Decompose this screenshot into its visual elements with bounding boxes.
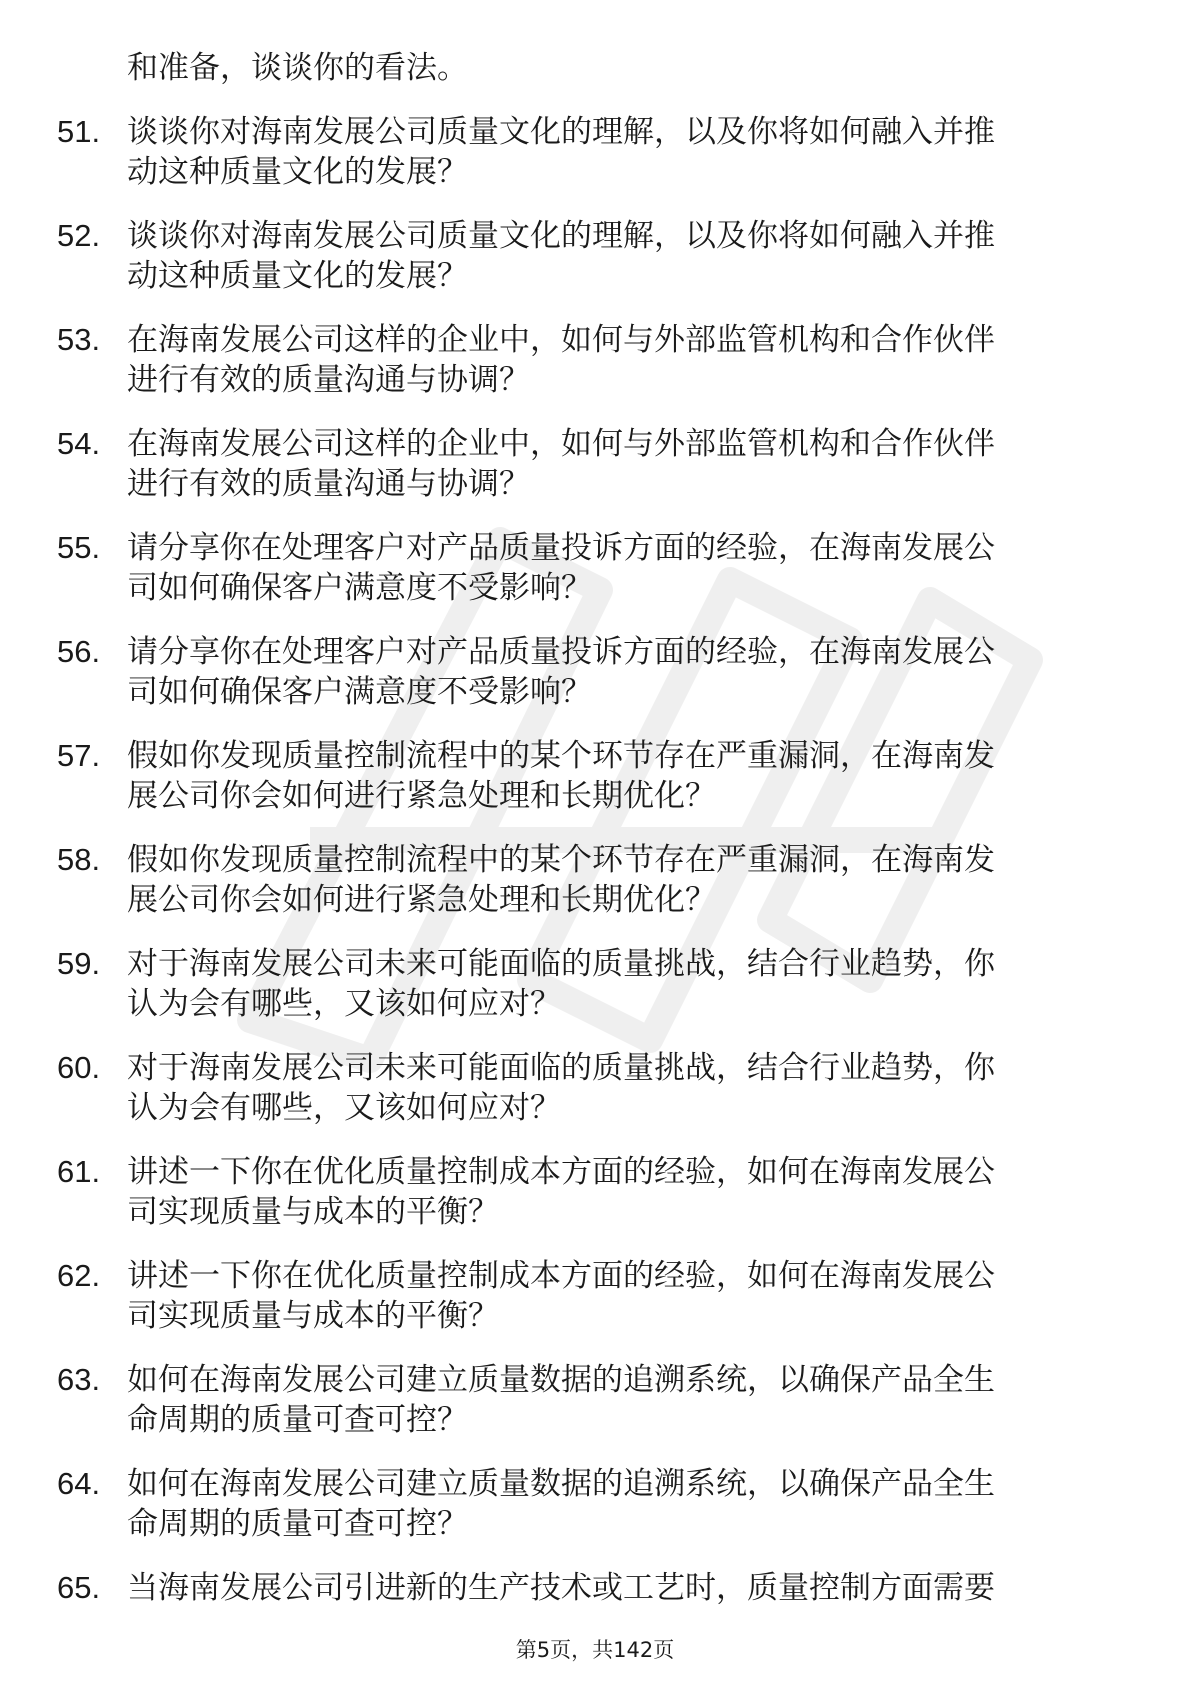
question-line-1: 假如你发现质量控制流程中的某个环节存在严重漏洞，在海南发 <box>127 738 995 774</box>
question-line-2: 动这种质量文化的发展？ <box>127 258 468 294</box>
question-line-1: 在海南发展公司这样的企业中，如何与外部监管机构和合作伙伴 <box>127 426 995 462</box>
question-item <box>0 216 1190 320</box>
question-line-1: 讲述一下你在优化质量控制成本方面的经验，如何在海南发展公 <box>127 1258 995 1294</box>
question-line-2: 认为会有哪些，又该如何应对？ <box>127 1090 561 1126</box>
question-line-2: 司实现质量与成本的平衡？ <box>127 1194 499 1230</box>
question-number: 54. <box>57 426 101 461</box>
question-number: 60. <box>57 1050 101 1085</box>
question-line-1: 对于海南发展公司未来可能面临的质量挑战，结合行业趋势，你 <box>127 946 995 982</box>
question-item <box>0 944 1190 1048</box>
question-number: 59. <box>57 946 101 981</box>
question-line-2: 司实现质量与成本的平衡？ <box>127 1298 499 1334</box>
question-item <box>0 1360 1190 1464</box>
question-line-1: 如何在海南发展公司建立质量数据的追溯系统，以确保产品全生 <box>127 1466 995 1502</box>
question-item <box>0 632 1190 736</box>
question-line-2: 展公司你会如何进行紧急处理和长期优化？ <box>127 882 716 918</box>
question-item <box>0 1256 1190 1360</box>
question-line-2: 进行有效的质量沟通与协调？ <box>127 362 530 398</box>
question-line-1: 对于海南发展公司未来可能面临的质量挑战，结合行业趋势，你 <box>127 1050 995 1086</box>
question-item <box>0 320 1190 424</box>
question-line-2: 司如何确保客户满意度不受影响？ <box>127 674 592 710</box>
question-number: 64. <box>57 1466 101 1501</box>
question-item <box>0 1048 1190 1152</box>
question-line-2: 司如何确保客户满意度不受影响？ <box>127 570 592 606</box>
question-number: 65. <box>57 1570 101 1605</box>
question-line-2: 命周期的质量可查可控？ <box>127 1506 468 1542</box>
question-number: 51. <box>57 114 101 149</box>
question-number: 57. <box>57 738 101 773</box>
question-number: 55. <box>57 530 101 565</box>
question-line-1: 请分享你在处理客户对产品质量投诉方面的经验，在海南发展公 <box>127 634 995 670</box>
page-footer: 第5页，共142页 <box>515 1638 675 1662</box>
question-item <box>0 424 1190 528</box>
question-number: 61. <box>57 1154 101 1189</box>
question-item <box>0 736 1190 840</box>
question-line-1: 在海南发展公司这样的企业中，如何与外部监管机构和合作伙伴 <box>127 322 995 358</box>
question-item <box>0 1464 1190 1568</box>
question-line-2: 认为会有哪些，又该如何应对？ <box>127 986 561 1022</box>
question-line-2: 动这种质量文化的发展？ <box>127 154 468 190</box>
question-number: 63. <box>57 1362 101 1397</box>
question-item <box>0 1152 1190 1256</box>
question-number: 62. <box>57 1258 101 1293</box>
question-line-1: 谈谈你对海南发展公司质量文化的理解，以及你将如何融入并推 <box>127 114 995 150</box>
question-line-1: 如何在海南发展公司建立质量数据的追溯系统，以确保产品全生 <box>127 1362 995 1398</box>
question-line-1: 讲述一下你在优化质量控制成本方面的经验，如何在海南发展公 <box>127 1154 995 1190</box>
question-line-2: 进行有效的质量沟通与协调？ <box>127 466 530 502</box>
question-line-1: 请分享你在处理客户对产品质量投诉方面的经验，在海南发展公 <box>127 530 995 566</box>
question-item <box>0 528 1190 632</box>
question-item <box>0 112 1190 216</box>
question-number: 52. <box>57 218 101 253</box>
question-line-2: 展公司你会如何进行紧急处理和长期优化？ <box>127 778 716 814</box>
question-line-1: 假如你发现质量控制流程中的某个环节存在严重漏洞，在海南发 <box>127 842 995 878</box>
question-item <box>0 840 1190 944</box>
question-line-2: 命周期的质量可查可控？ <box>127 1402 468 1438</box>
question-number: 53. <box>57 322 101 357</box>
question-number: 56. <box>57 634 101 669</box>
question-list <box>0 112 1190 1672</box>
question-number: 58. <box>57 842 101 877</box>
question-line-1: 当海南发展公司引进新的生产技术或工艺时，质量控制方面需要 <box>127 1570 995 1606</box>
lead-fragment: 和准备，谈谈你的看法。 <box>127 50 468 86</box>
question-line-1: 谈谈你对海南发展公司质量文化的理解，以及你将如何融入并推 <box>127 218 995 254</box>
